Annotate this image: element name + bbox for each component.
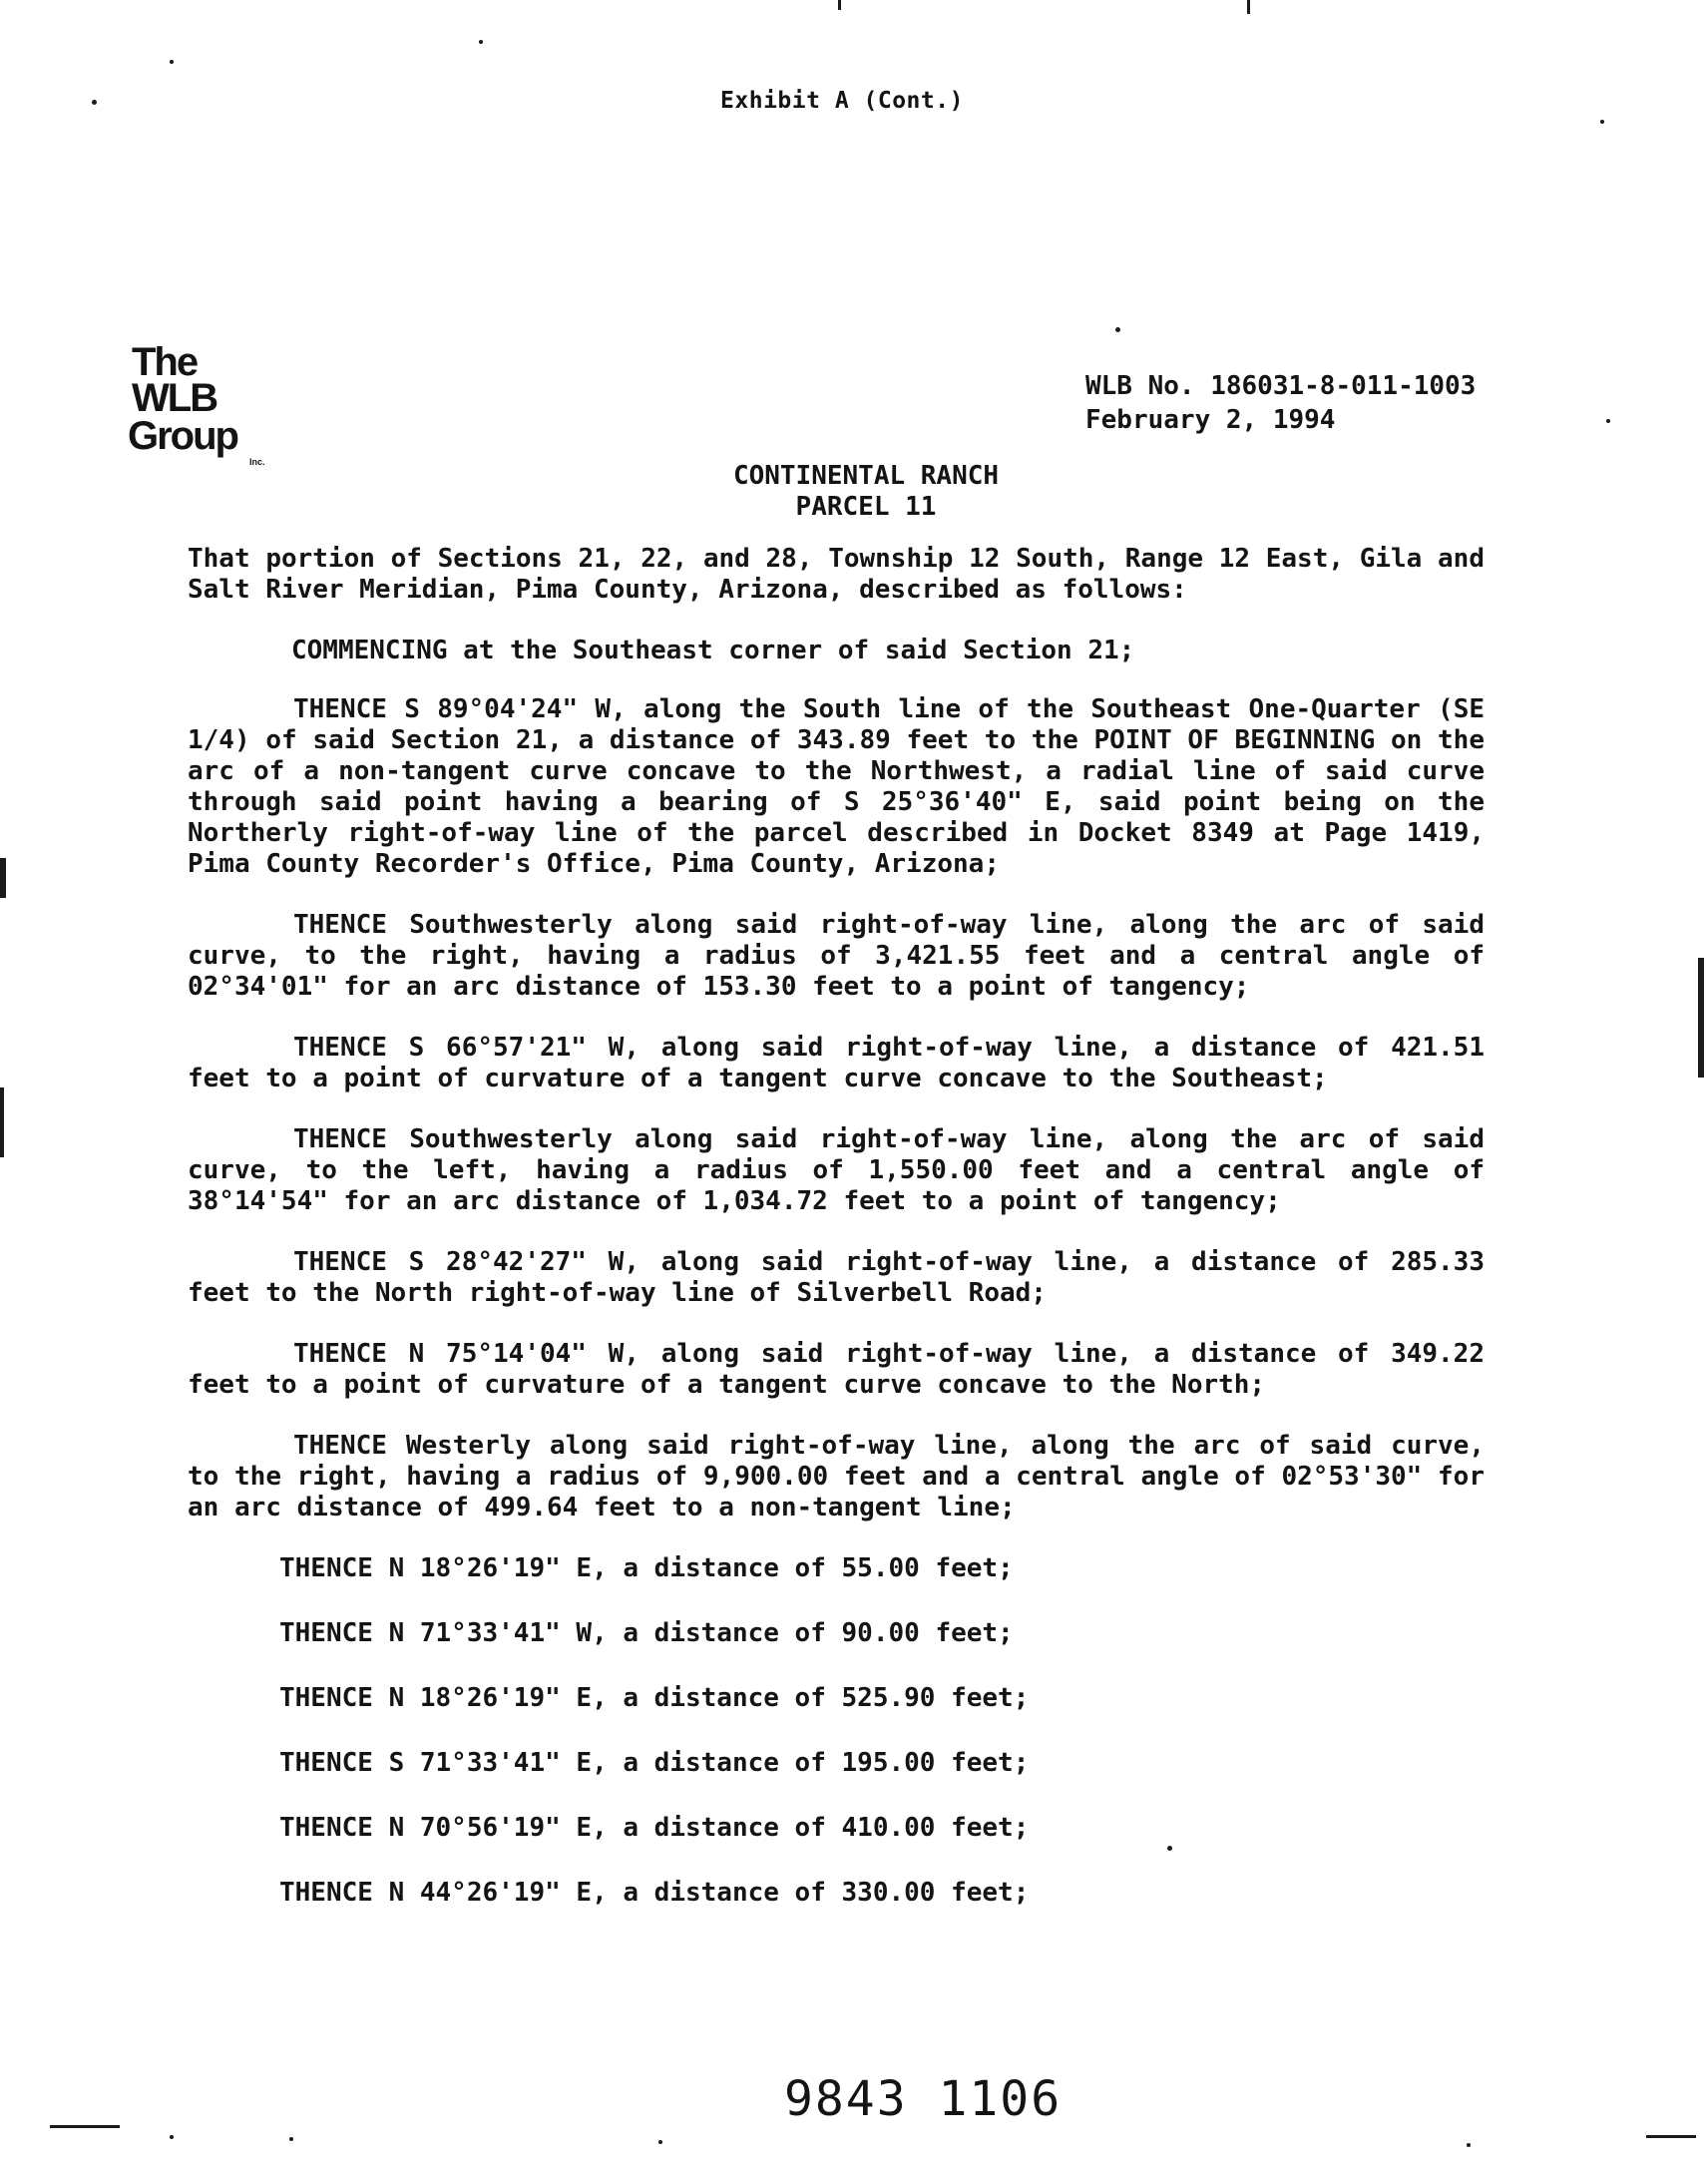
course-paragraph: THENCE S 28°42'27" W, along said right-of-way line, a distance of 285.33 feet to the North right-of-way line of Silverbell Road; (188, 1247, 1485, 1308)
svg-text:The: The (132, 340, 198, 384)
course-paragraph: THENCE S 89°04'24" W, along the South line of the Southeast One-Quarter (SE 1/4) of said Section 21, a distance of 343.89 feet to the POINT OF BEGINNING on the arc of a non-tangent curve concave to the Northwest, a radial line of said curve through said point having a bearing of S 25°36'40" E, said point being on the Northerly right-of-way line of the parcel described in Docket 8349 at Page 1419, Pima County Recorder's Office, Pima County, Arizona; (188, 694, 1485, 879)
wlb-number: WLB No. 186031-8-011-1003 (1085, 371, 1477, 401)
commencing-paragraph: COMMENCING at the Southeast corner of said Section 21; (291, 636, 1135, 665)
course-paragraph: THENCE Westerly along said right-of-way line, along the arc of said curve, to the right, having a radius of 9,900.00 feet and a central angle of 02°53'30" for an arc distance of 499.64 feet to a non-tangent line; (188, 1431, 1485, 1522)
scan-mark (1646, 2135, 1696, 2138)
scan-mark (1247, 0, 1250, 14)
scan-mark (838, 0, 841, 10)
scan-mark (1698, 958, 1704, 1078)
svg-text:WLB: WLB (132, 376, 217, 420)
scan-speck (658, 2140, 662, 2144)
scan-mark (0, 858, 6, 898)
parcel-name: PARCEL 11 (795, 492, 937, 522)
course-call: THENCE S 71°33'41" E, a distance of 195.00 feet; (279, 1748, 1030, 1778)
recording-number: 9843 1106 (784, 2071, 1063, 2127)
svg-text:Group: Group (128, 414, 237, 458)
reference-block (1085, 369, 1476, 437)
scan-mark (0, 1087, 4, 1157)
exhibit-label: Exhibit A (Cont.) (720, 88, 964, 114)
document-date: February 2, 1994 (1085, 405, 1336, 435)
course-call: THENCE N 71°33'41" W, a distance of 90.00 feet; (279, 1618, 1014, 1648)
scan-speck (479, 40, 483, 44)
course-paragraph: THENCE Southwesterly along said right-of-way line, along the arc of said curve, to the left, having a radius of 1,550.00 feet and a central angle of 38°14'54" for an arc distance of 1,034.72 feet to a point of tangency; (188, 1124, 1485, 1216)
course-paragraph: THENCE Southwesterly along said right-of-way line, along the arc of said curve, to the right, having a radius of 3,421.55 feet and a central angle of 02°34'01" for an arc distance of 153.30 feet to a point of tangency; (188, 910, 1485, 1002)
scan-speck (170, 60, 174, 64)
scan-speck (289, 2137, 293, 2141)
course-call: THENCE N 70°56'19" E, a distance of 410.00 feet; (279, 1813, 1030, 1843)
scan-speck (1467, 2143, 1471, 2147)
course-call: THENCE N 18°26'19" E, a distance of 55.00 feet; (279, 1553, 1014, 1583)
course-call: THENCE N 18°26'19" E, a distance of 525.90 feet; (279, 1683, 1030, 1713)
document-title (12, 461, 1708, 523)
scan-speck (1606, 419, 1610, 423)
course-paragraph: THENCE N 75°14'04" W, along said right-of-way line, a distance of 349.22 feet to a point of curvature of a tangent curve concave to the North; (188, 1339, 1485, 1400)
course-paragraph: THENCE S 66°57'21" W, along said right-of-way line, a distance of 421.51 feet to a point of curvature of a tangent curve concave to the Southeast; (188, 1033, 1485, 1093)
wlb-group-logo-mark (128, 339, 297, 469)
scan-speck (170, 2135, 174, 2139)
svg-text:Inc.: Inc. (249, 457, 265, 467)
intro-paragraph: That portion of Sections 21, 22, and 28, Township 12 South, Range 12 East, Gila and Salt River Meridian, Pima County, Arizona, described as follows: (188, 544, 1485, 605)
project-name: CONTINENTAL RANCH (732, 461, 1000, 491)
scan-mark (50, 2125, 120, 2128)
wlb-group-logo (128, 339, 287, 469)
course-call: THENCE N 44°26'19" E, a distance of 330.00 feet; (279, 1878, 1030, 1908)
scan-speck (1115, 327, 1120, 332)
scan-speck (1600, 120, 1604, 124)
legal-description (188, 544, 1485, 1943)
